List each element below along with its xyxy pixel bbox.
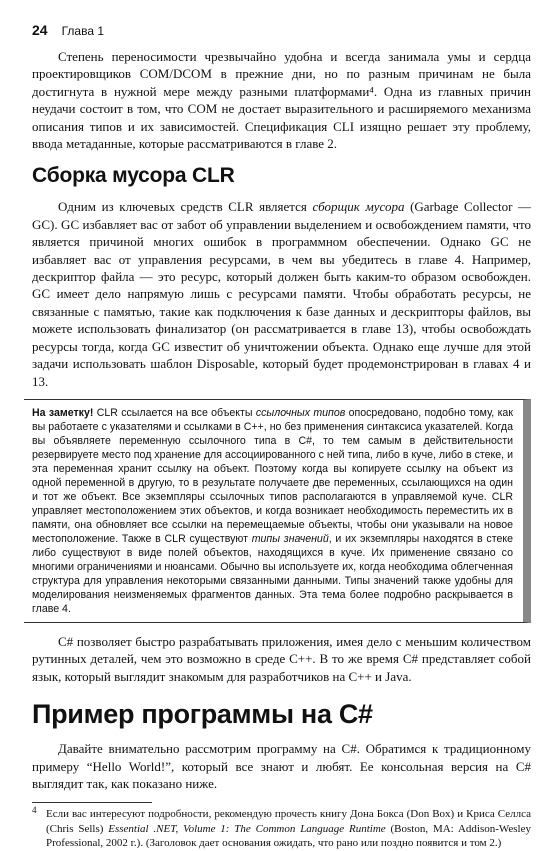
note-box	[24, 399, 531, 623]
gc-paragraph-part-b: (Garbage Collector — GC). GC избавляет вас от забот об управлении выделением и освобождением памяти, что является причиной многих ошибок в программном обеспечении. Однако GC не избавляет вас от управления ресурсами, в чем вы убедитесь в главе 4. Например, дескриптор файла — это ресурс, который должен быть каким-то образом освобожден. GC имеет дело напрямую лишь с ресурсами памяти. Чтобы обработать ресурсы, не связанные с памятью, такие как подключения к базе данных и дескрипторы файлов, вы можете использовать финализатор (он рассматривается в главе 13), чтобы освобождать ресурсы тогда, когда GC известит об уничтожении объекта. Однако еще лучше для этой задачи использовать шаблон Disposable, который будет продемонстрирован в главах 4 и 13.	[32, 199, 531, 389]
csharp-paragraph: C# позволяет быстро разрабатывать приложения, имея дело с меньшим количеством рутинных деталей, чем это возможно в среде C++. В то же время C# представляет собой язык, который выглядит знакомым для разработчиков на C++ и Java.	[32, 633, 531, 684]
running-head: Глава 1	[61, 24, 104, 38]
note-term-value-types: типы значений	[251, 532, 329, 545]
gc-paragraph-part-a: Одним из ключевых средств CLR является	[58, 199, 313, 215]
gc-paragraph	[32, 198, 531, 389]
gc-section-title: Сборка мусора CLR	[32, 164, 235, 188]
note-text-b: опосредовано, подобно тому, как вы работаете с указателями и ссылками в C++, но без применения синтаксиса указателей. Когда вы объявляете переменную ссылочного типа в C#, то тем самым в действительности резервируете место под хранение для ассоциированного с ней типа, либо в куче, либо в стеке, и эта переменная хранит ссылку на объект. Поэтому когда вы копируете ссылку на объект из одной переменной в другую, то в результате получаете две переменных, ссылающихся на один и тот же объект. Все экземпляры ссылочных типов располагаются в управляемой куче. CLR управляет местоположением этих объектов, и когда возникает необходимость переместить их в памяти, она обновляет все ссылки на перемещаемые объекты, чтобы они указывали на новое местоположение. Также в CLR существуют	[32, 406, 513, 545]
gc-paragraph-term: сборщик мусора	[312, 199, 405, 215]
footnote: 4 Если вас интересуют подробности, рекомендую прочесть книгу Дона Бокса (Don Box) и Криса Селлса (Chris Sells) Essential .NET, Volume 1: The Common Language Runtime (Boston, MA: Addison-Wesley Professional, 2002 г.). (Заголовок дает основания ожидать, что рано или поздно появится и том 2.)	[32, 804, 531, 850]
page-content	[32, 48, 531, 850]
footnote-text-a: Если вас интересуют подробности, рекомендую прочесть книгу Дона Бокса (Don Box) и Криса Селлса (Chris Sells)	[46, 808, 531, 835]
intro-paragraph: Степень переносимости чрезвычайно удобна и всегда занимала умы и сердца проектировщиков COM/DCOM в прежние дни, но по разным причинам не была достигнута в нужной мере между разными платформами⁴. Одна из главных причин неудачи состоит в том, что COM не достает выразительного и расширяемого механизма описания типов и их зависимостей. Спецификация CLI изящно решает эту проблему, ввода метаданные, которые рассматриваются в главе 2.	[32, 49, 531, 152]
note-term-reference-types: ссылочных типов	[255, 406, 346, 419]
note-label: На заметку!	[32, 406, 94, 419]
example-section-title: Пример программы на C#	[32, 699, 373, 730]
example-paragraph: Давайте внимательно рассмотрим программу на C#. Обратимся к традиционному примеру “Hello World!”, который все знают и любят. Ее консольная версия на C# выглядит так, как показано ниже.	[32, 741, 531, 791]
page-header	[32, 22, 531, 42]
footnote-book-title: Essential .NET, Volume 1: The Common Language Runtime	[108, 822, 386, 835]
note-text-a: CLR ссылается на все объекты	[93, 406, 256, 419]
footnote-divider	[32, 802, 152, 803]
page-number: 24	[32, 22, 48, 38]
footnote-text-b: (Boston, MA: Addison-Wesley Professional, 2002 г.). (Заголовок дает основания ожидать, что рано или поздно появится и том 2.)	[46, 822, 531, 850]
note-text-c: , и их экземпляры находятся в стеке либо существуют в виде полей объектов, находящихся в куче. Их применение связано со многими ограничениями и нюансами. Обычно вы используете их, когда необходима облегченная структура для управления некоторыми связанными данными. Типы значений также удобны для моделирования неизменяемых фрагментов данных. Эта тема более подробно раскрывается в главе 4.	[32, 532, 513, 615]
